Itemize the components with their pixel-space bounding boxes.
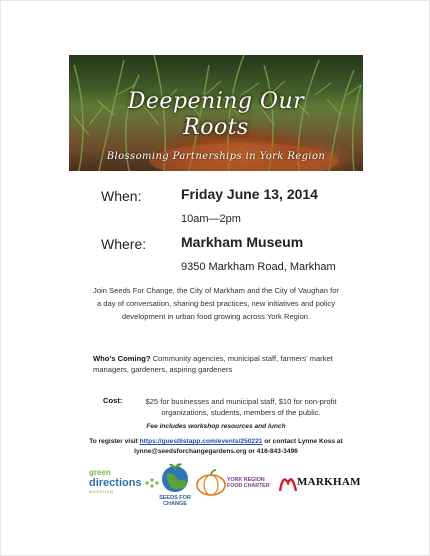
- where-label: Where:: [101, 236, 147, 252]
- register-info: [83, 437, 349, 457]
- cost-label: Cost:: [103, 396, 123, 405]
- whos-coming-label: Who's Coming?: [93, 354, 151, 363]
- green-directions-logo: [89, 469, 159, 499]
- green-directions-line1: green: [89, 468, 111, 477]
- seeds-for-change-line1: SEEDS FOR: [159, 495, 191, 501]
- register-prefix: To register visit: [89, 438, 140, 445]
- markham-m-swoosh-icon: [277, 469, 299, 495]
- cost-text: $25 for businesses and municipal staff, $10 for non-profit organizations, students, members of the public.: [145, 397, 337, 417]
- event-date: Friday June 13, 2014: [181, 186, 318, 202]
- york-region-line1: YORK REGION: [227, 477, 265, 483]
- banner-title-line2: Roots: [183, 115, 249, 140]
- green-directions-line2: directions: [89, 477, 142, 489]
- markham-logo-text: MARKHAM: [297, 476, 361, 488]
- seeds-for-change-text: [158, 495, 192, 507]
- seeds-for-change-line2: CHANGE: [163, 501, 187, 507]
- markham-logo: [277, 469, 361, 499]
- event-description: Join Seeds For Change, the City of Markham and the City of Vaughan for a day of conversation, sharing best practices, new initiatives and policy development in urban food growing across York Region.: [93, 286, 339, 321]
- globe-seedling-icon: [158, 461, 192, 495]
- register-link[interactable]: https://guestlistapp.com/events/250221: [139, 438, 263, 445]
- register-middle: or contact Lynne Koss at: [262, 438, 343, 445]
- green-dots-icon: [145, 478, 159, 488]
- whos-coming-text: Community agencies, municipal staff, farmers' market managers, gardeners, aspiring gardeners: [93, 354, 333, 374]
- green-directions-line3: MARKHAM: [89, 489, 114, 494]
- banner-image: [69, 55, 363, 171]
- york-region-line2: FOOD CHARTER: [227, 483, 270, 489]
- when-label: When:: [101, 188, 142, 204]
- fee-note: Fee includes workshop resources and lunch: [146, 423, 286, 430]
- banner-title-line1: Deepening Our: [127, 89, 305, 114]
- event-time: 10am—2pm: [181, 213, 241, 225]
- york-region-text: [227, 477, 283, 489]
- york-region-food-charter-logo: [195, 467, 275, 501]
- event-address: 9350 Markham Road, Markham: [181, 261, 336, 273]
- banner-subtitle: Blossoming Partnerships in York Region: [106, 151, 326, 162]
- whos-coming: [93, 353, 353, 375]
- register-contact: lynne@seedsforchangegardens.org or 416-843-3496: [134, 448, 298, 455]
- pumpkin-icon: [195, 467, 227, 497]
- seeds-for-change-logo: [158, 461, 192, 517]
- event-venue: Markham Museum: [181, 234, 304, 250]
